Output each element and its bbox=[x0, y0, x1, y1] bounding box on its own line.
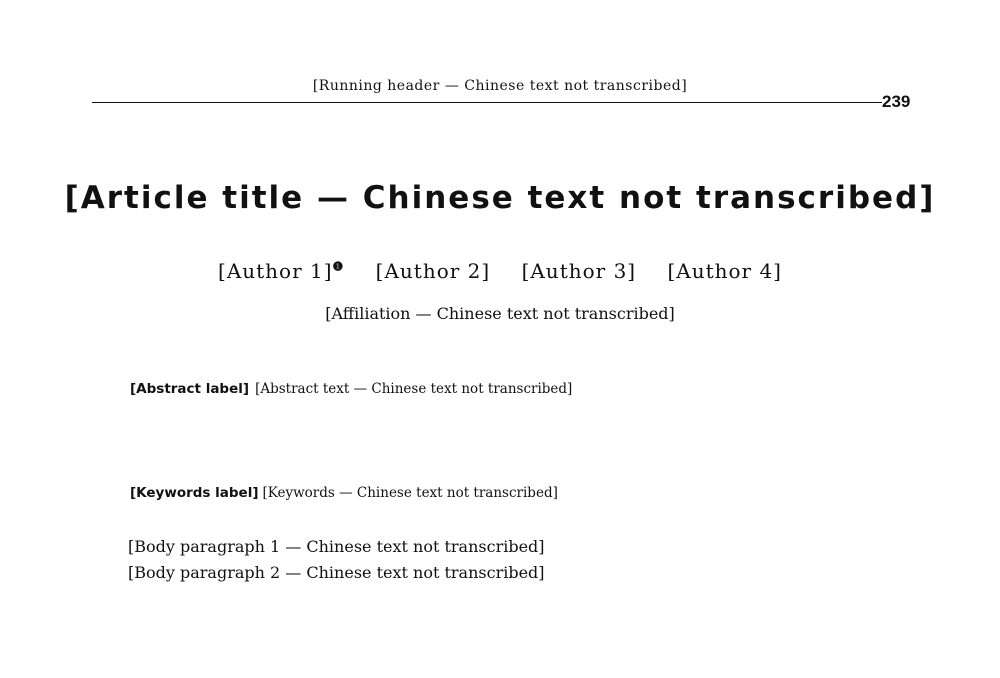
abstract-label: [Abstract label] bbox=[130, 381, 250, 397]
author-4: [Author 4] bbox=[667, 259, 782, 283]
body-paragraph-2: [Body paragraph 2 — Chinese text not transcribed] bbox=[128, 563, 545, 582]
body-text bbox=[96, 534, 916, 586]
author-3: [Author 3] bbox=[521, 259, 637, 283]
keywords-label: [Keywords label] bbox=[130, 485, 259, 501]
body-paragraph-1: [Body paragraph 1 — Chinese text not transcribed] bbox=[128, 537, 545, 556]
keywords bbox=[130, 485, 884, 501]
article-title: [Article title — Chinese text not transcribed] bbox=[64, 180, 936, 216]
abstract-text: [Abstract text — Chinese text not transcribed] bbox=[255, 381, 573, 397]
running-header: [Running header — Chinese text not transcribed] bbox=[312, 78, 688, 94]
author-2: [Author 2] bbox=[375, 259, 491, 283]
author-1 bbox=[218, 259, 344, 283]
affiliation: [Affiliation — Chinese text not transcribed] bbox=[325, 304, 675, 323]
page-number: 239 bbox=[882, 92, 911, 111]
header-rule bbox=[92, 102, 882, 103]
keywords-text: [Keywords — Chinese text not transcribed] bbox=[262, 485, 558, 501]
author-1-name: [Author 1] bbox=[218, 259, 333, 283]
author-1-footnote-marker: ❶ bbox=[332, 259, 345, 274]
author-list bbox=[0, 259, 1000, 283]
abstract bbox=[130, 377, 884, 401]
